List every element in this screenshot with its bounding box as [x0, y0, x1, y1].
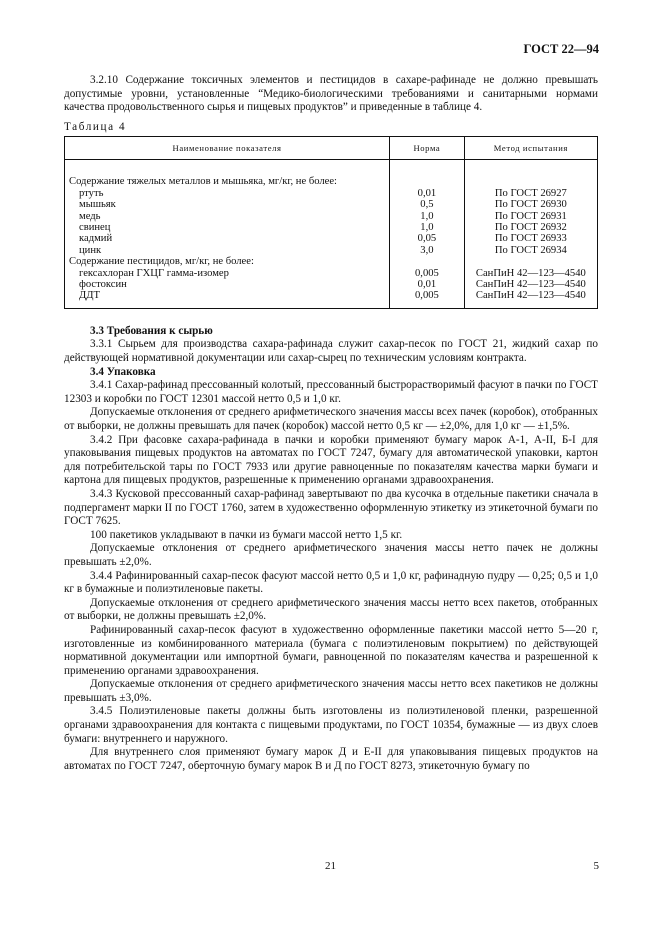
indicator-name: ртуть — [65, 188, 390, 199]
indicator-norm: 3,0 — [390, 245, 465, 256]
paragraph-3-2-10: 3.2.10 Содержание токсичных элементов и пестицидов в сахаре-рафинаде не должно превышать допустимые уровни, установленные “Медико-биологическими требованиями и санитарными нормами качества продовольственного сырья и пищевых продуктов” и приведенные в таблице 4. — [64, 74, 598, 114]
table-row — [65, 222, 598, 233]
group-pesticides: Содержание пестицидов, мг/кг, не более: — [65, 256, 390, 267]
indicator-method: СанПиН 42—123—4540 — [464, 290, 597, 301]
paragraph-3-4-2: 3.4.2 При фасовке сахара-рафинада в пачки и коробки применяют бумагу марок А-1, А-II, Б-I для упаковывания пищевых продуктов на автоматах по ГОСТ 7247, бумагу для автоматической упаковки, картон для потребительской тары по ГОСТ 7933 или другие равноценные по показателям качества марки бумаги и картона для пищевых продуктов, разрешенные к применению органами здравоохранения. — [64, 433, 598, 487]
indicator-name: свинец — [65, 222, 390, 233]
indicator-norm: 0,005 — [390, 290, 465, 301]
indicator-norm: 1,0 — [390, 222, 465, 233]
paragraph-3-3-1: 3.3.1 Сырьем для производства сахара-рафинада служит сахар-песок по ГОСТ 21, жидкий сахар по действующей нормативной документации или сахар-сырец по техническим условиям контракта. — [64, 338, 598, 365]
indicator-method: По ГОСТ 26933 — [464, 233, 597, 244]
indicator-name: фостоксин — [65, 279, 390, 290]
document-header: ГОСТ 22—94 — [523, 42, 599, 56]
table-group-row — [65, 176, 598, 187]
paragraph-3-4-1-tolerance: Допускаемые отклонения от среднего арифметического значения массы всех пачек (коробок), отобранных от выборки, не должны превышать для пачек (коробок) массой нетто 0,5 кг — ±2,0%, для 1,0 кг — ±1,5%. — [64, 406, 598, 432]
paragraph-3-4-3-packs: 100 пакетиков укладывают в пачки из бумаги массой нетто 1,5 кг. — [90, 528, 403, 541]
paragraph-3-4-4-tolerance: Допускаемые отклонения от среднего арифметического значения массы нетто всех пакетов, отобранных от выборки, не должны превышать ±2,0%. — [64, 596, 598, 623]
column-header-indicator: Наименование показателя — [65, 137, 390, 160]
page-number-center: 21 — [325, 860, 336, 872]
indicator-norm: 0,5 — [390, 199, 465, 210]
table-row — [65, 188, 598, 199]
section-heading-3-3: 3.3 Требования к сырью — [90, 324, 213, 337]
table-row — [65, 233, 598, 244]
paragraph-3-4-1: 3.4.1 Сахар-рафинад прессованный колотый, прессованный быстрорастворимый фасуют в пачки по ГОСТ 12303 и коробки по ГОСТ 12301 массой нетто 0,5 и 1,0 кг. — [64, 379, 598, 405]
table-row — [65, 211, 598, 222]
table-caption: Таблица 4 — [64, 120, 127, 133]
paragraph-3-4-5: 3.4.5 Полиэтиленовые пакеты должны быть изготовлены из полиэтиленовой пленки, разрешенной органами здравоохранения для контакта с пищевыми продуктами, по ГОСТ 10354, бумажные — из двух слоев бумаги: внутреннего и наружного. — [64, 705, 598, 745]
indicator-method: По ГОСТ 26934 — [464, 245, 597, 256]
paragraph-3-4-4-sachet-tolerance: Допускаемые отклонения от среднего арифметического значения массы нетто всех пакетиков не должны превышать ±3,0%. — [64, 678, 598, 704]
indicator-name: цинк — [65, 245, 390, 256]
indicator-name: кадмий — [65, 233, 390, 244]
page-number-right: 5 — [593, 860, 599, 872]
table-row — [65, 268, 598, 279]
column-header-method: Метод испытания — [464, 137, 597, 160]
indicator-norm: 0,05 — [390, 233, 465, 244]
paragraph-3-4-3: 3.4.3 Кусковой прессованный сахар-рафинад завертывают по два кусочка в отдельные пакетики сначала в подпергамент марки II по ГОСТ 1760, затем в художественно оформленную этикетку из этикеточной бумаги по ГОСТ 7625. — [64, 487, 598, 528]
indicator-method: По ГОСТ 26932 — [464, 222, 597, 233]
table-4 — [64, 136, 598, 308]
table-row — [65, 245, 598, 256]
paragraph-3-4-3-tolerance: Допускаемые отклонения от среднего арифметического значения массы нетто пачек не должны превышать ±2,0%. — [64, 542, 598, 568]
table-row — [65, 199, 598, 210]
table-group-row — [65, 256, 598, 267]
table-row — [65, 279, 598, 290]
indicator-norm: 0,005 — [390, 268, 465, 279]
indicator-norm: 1,0 — [390, 211, 465, 222]
group-heavy-metals: Содержание тяжелых металлов и мышьяка, мг/кг, не более: — [65, 176, 390, 187]
paragraph-3-4-4: 3.4.4 Рафинированный сахар-песок фасуют массой нетто 0,5 и 1,0 кг, рафинадную пудру — 0,25; 0,5 и 1,0 кг в бумажные и полиэтиленовые пакеты. — [64, 569, 598, 596]
indicator-name: гексахлоран ГХЦГ гамма-изомер — [65, 268, 390, 279]
paragraph-3-4-4-sachets: Рафинированный сахар-песок фасуют в художественно оформленные пакетики массой нетто 5—20 г, изготовленные из комбинированного материала (бумага с полиэтиленовым покрытием) по действующей нормативной документации или импортной бумаги, равноценной по показателям качества и разрешенной к применению органами здравоохранения. — [64, 623, 598, 677]
indicator-method: СанПиН 42—123—4540 — [464, 268, 597, 279]
indicator-norm: 0,01 — [390, 188, 465, 199]
indicator-name: ДДТ — [65, 290, 390, 301]
page-content — [64, 74, 598, 773]
table-header-row — [65, 137, 598, 160]
table-row — [65, 290, 598, 301]
indicator-norm: 0,01 — [390, 279, 465, 290]
indicator-method: По ГОСТ 26927 — [464, 188, 597, 199]
indicator-method: СанПиН 42—123—4540 — [464, 279, 597, 290]
paragraph-3-4-5-inner-layer: Для внутреннего слоя применяют бумагу марок Д и Е-II для упаковывания пищевых продуктов на автоматах по ГОСТ 7247, оберточную бумагу марок В и Д по ГОСТ 8273, этикеточную бумагу по — [64, 746, 598, 772]
indicator-method: По ГОСТ 26930 — [464, 199, 597, 210]
indicator-method: По ГОСТ 26931 — [464, 211, 597, 222]
indicator-name: мышьяк — [65, 199, 390, 210]
section-heading-3-4: 3.4 Упаковка — [90, 365, 156, 378]
column-header-norm: Норма — [390, 137, 465, 160]
indicator-name: медь — [65, 211, 390, 222]
